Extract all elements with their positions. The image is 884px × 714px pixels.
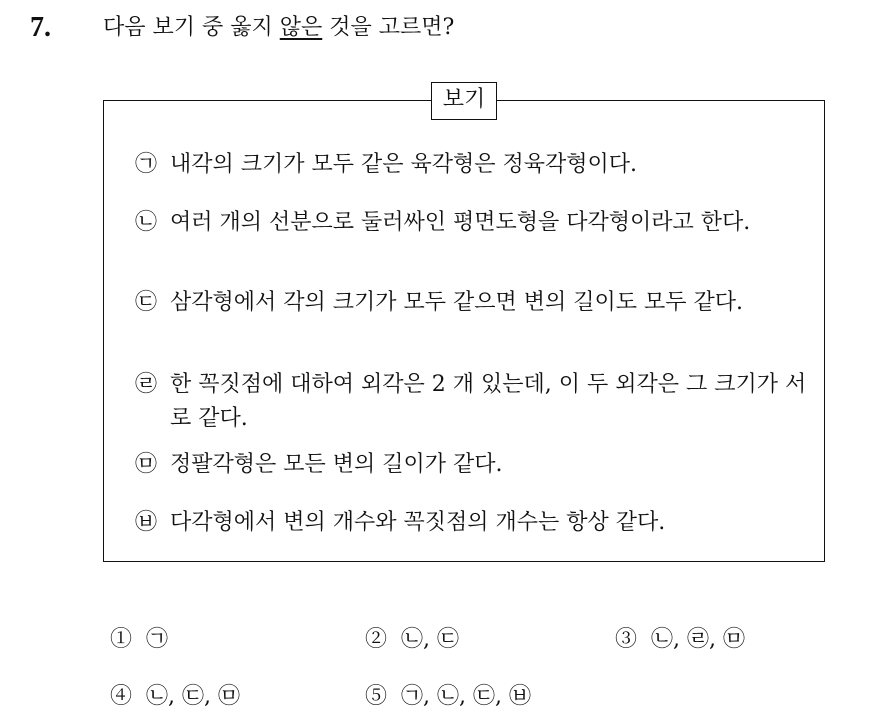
bogi-item-mark: ㉤ xyxy=(135,452,158,477)
bogi-item-5 xyxy=(135,448,815,482)
choice-number: ② xyxy=(365,627,388,652)
choice-number: ⑤ xyxy=(365,684,388,709)
choice-number: ④ xyxy=(110,684,133,709)
choice-answer: ㉡, ㉣, ㉤ xyxy=(651,627,745,652)
answer-choice-1[interactable] xyxy=(110,623,168,657)
question-stem-underlined: 않은 xyxy=(279,15,323,40)
choice-answer: ㉡, ㉢, ㉤ xyxy=(146,684,240,709)
bogi-item-1 xyxy=(135,148,815,182)
answer-choice-2[interactable] xyxy=(365,623,459,657)
bogi-item-mark: ㉢ xyxy=(135,290,158,315)
question-stem-after: 것을 고르면? xyxy=(322,15,455,40)
question-stem xyxy=(103,10,454,46)
choice-number: ① xyxy=(110,627,133,652)
bogi-item-text: 정팔각형은 모든 변의 길이가 같다. xyxy=(170,452,503,477)
bogi-title: 보기 xyxy=(431,82,497,120)
question-stem-before: 다음 보기 중 옳지 xyxy=(103,15,280,40)
bogi-item-2 xyxy=(135,206,815,240)
choice-answer: ㉠ xyxy=(146,627,169,652)
bogi-item-3 xyxy=(135,286,815,320)
bogi-item-mark: ㉣ xyxy=(135,372,158,397)
bogi-item-mark: ㉡ xyxy=(135,210,158,235)
bogi-item-mark: ㉠ xyxy=(135,152,158,177)
answer-choice-3[interactable] xyxy=(615,623,745,657)
bogi-item-text: 내각의 크기가 모두 같은 육각형은 정육각형이다. xyxy=(170,152,638,177)
bogi-item-mark: ㉥ xyxy=(135,510,158,535)
bogi-item-4 xyxy=(135,368,815,436)
answer-choice-5[interactable] xyxy=(365,680,531,714)
bogi-item-text: 여러 개의 선분으로 둘러싸인 평면도형을 다각형이라고 한다. xyxy=(170,210,751,235)
choice-number: ③ xyxy=(615,627,638,652)
bogi-item-text: 한 꼭짓점에 대하여 외각은 2 개 있는데, 이 두 외각은 그 크기가 서로 같다. xyxy=(170,372,807,431)
choice-answer: ㉠, ㉡, ㉢, ㉥ xyxy=(401,684,531,709)
question-number: 7. xyxy=(30,12,51,43)
choice-answer: ㉡, ㉢ xyxy=(401,627,460,652)
bogi-item-6 xyxy=(135,506,815,540)
answer-choice-4[interactable] xyxy=(110,680,240,714)
bogi-item-text: 다각형에서 변의 개수와 꼭짓점의 개수는 항상 같다. xyxy=(170,510,666,535)
bogi-item-text: 삼각형에서 각의 크기가 모두 같으면 변의 길이도 모두 같다. xyxy=(170,290,743,315)
